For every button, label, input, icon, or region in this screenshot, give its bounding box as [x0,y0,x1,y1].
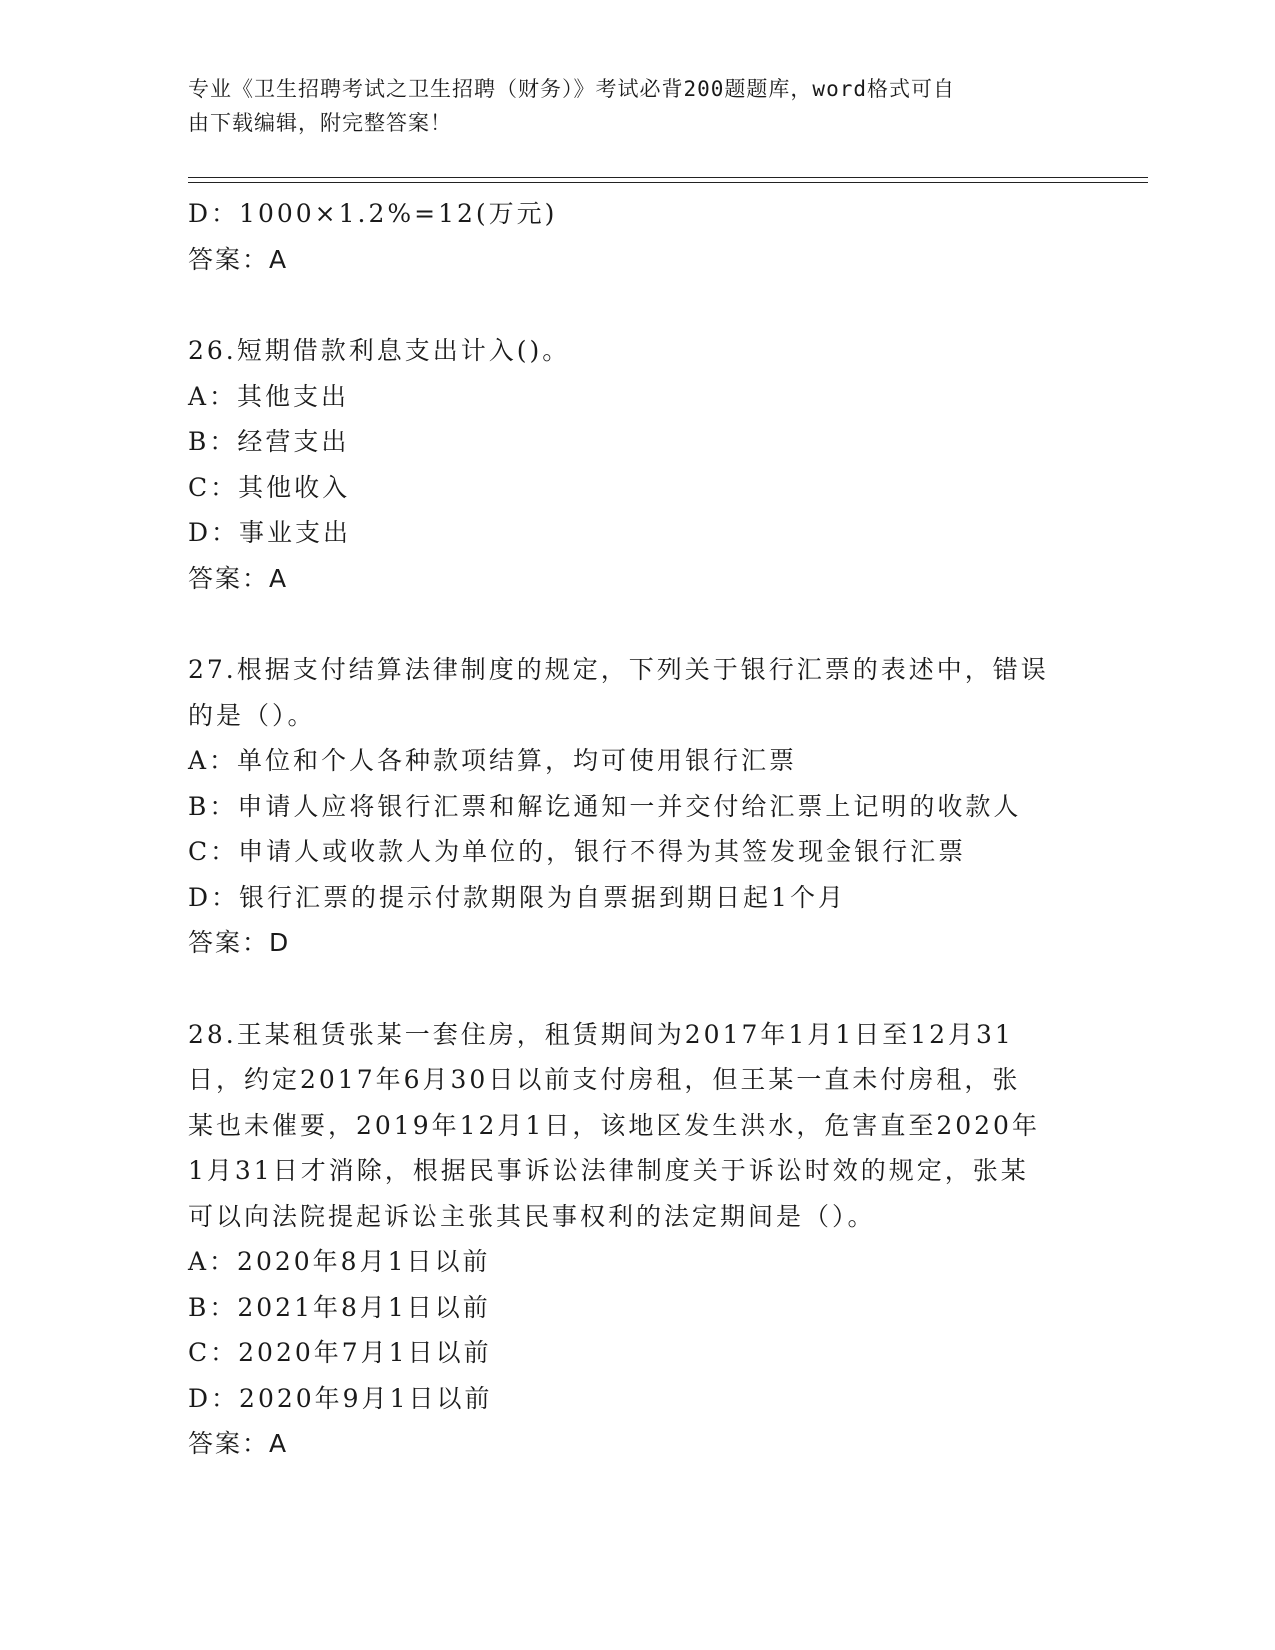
q27-option-b: B：申请人应将银行汇票和解讫通知一并交付给汇票上记明的收款人 [188,791,1022,821]
q28-stem-line-2: 日，约定2017年6月30日以前支付房租，但王某一直未付房租，张 [188,1065,1021,1094]
q25-answer: 答案：A [188,244,289,274]
q27-stem-line-2: 的是（）。 [188,700,316,730]
q26-stem: 26.短期借款利息支出计入()。 [188,336,571,365]
document-header [188,72,1068,140]
q26-option-a: A：其他支出 [188,381,350,411]
header-line-1: 专业《卫生招聘考试之卫生招聘（财务）》考试必背200题题库，word格式可自 [188,77,955,101]
q28-option-c: C：2020年7月1日以前 [188,1338,492,1367]
q27-answer: 答案：D [188,928,291,957]
q28-stem-line-3: 某也未催要，2019年12月1日，该地区发生洪水，危害直至2020年 [188,1110,1040,1140]
q27-option-a: A：单位和个人各种款项结算，均可使用银行汇票 [188,746,798,775]
q28-option-a: A：2020年8月1日以前 [188,1247,491,1276]
q26-answer: 答案：A [188,563,289,593]
spacer [188,282,1088,328]
q26-option-b: B：经营支出 [188,427,350,456]
q26-option-d: D：事业支出 [188,518,352,547]
q26-option-c: C：其他收入 [188,472,351,502]
q27-stem-line-1: 27.根据支付结算法律制度的规定，下列关于银行汇票的表述中，错误 [188,655,1049,684]
q28-stem-line-4: 1月31日才消除，根据民事诉讼法律制度关于诉讼时效的规定，张某 [188,1156,1029,1185]
q27-option-d: D：银行汇票的提示付款期限为自票据到期日起1个月 [188,882,846,912]
header-divider-bottom [188,182,1148,183]
spacer [188,601,1088,647]
q28-stem-line-5: 可以向法院提起诉讼主张其民事权利的法定期间是（）。 [188,1201,876,1231]
q25-option-d: D：1000×1.2%=12(万元) [188,199,558,228]
q28-option-b: B：2021年8月1日以前 [188,1292,491,1322]
q28-answer: 答案：A [188,1429,289,1458]
header-divider-top [188,177,1148,178]
q28-stem-line-1: 28.王某租赁张某一套住房，租赁期间为2017年1月1日至12月31 [188,1019,1014,1049]
spacer [188,966,1088,1012]
q27-option-c: C：申请人或收款人为单位的，银行不得为其签发现金银行汇票 [188,837,967,866]
q28-option-d: D：2020年9月1日以前 [188,1383,493,1413]
question-content [188,191,1088,1467]
header-line-2: 由下载编辑，附完整答案！ [188,111,452,135]
